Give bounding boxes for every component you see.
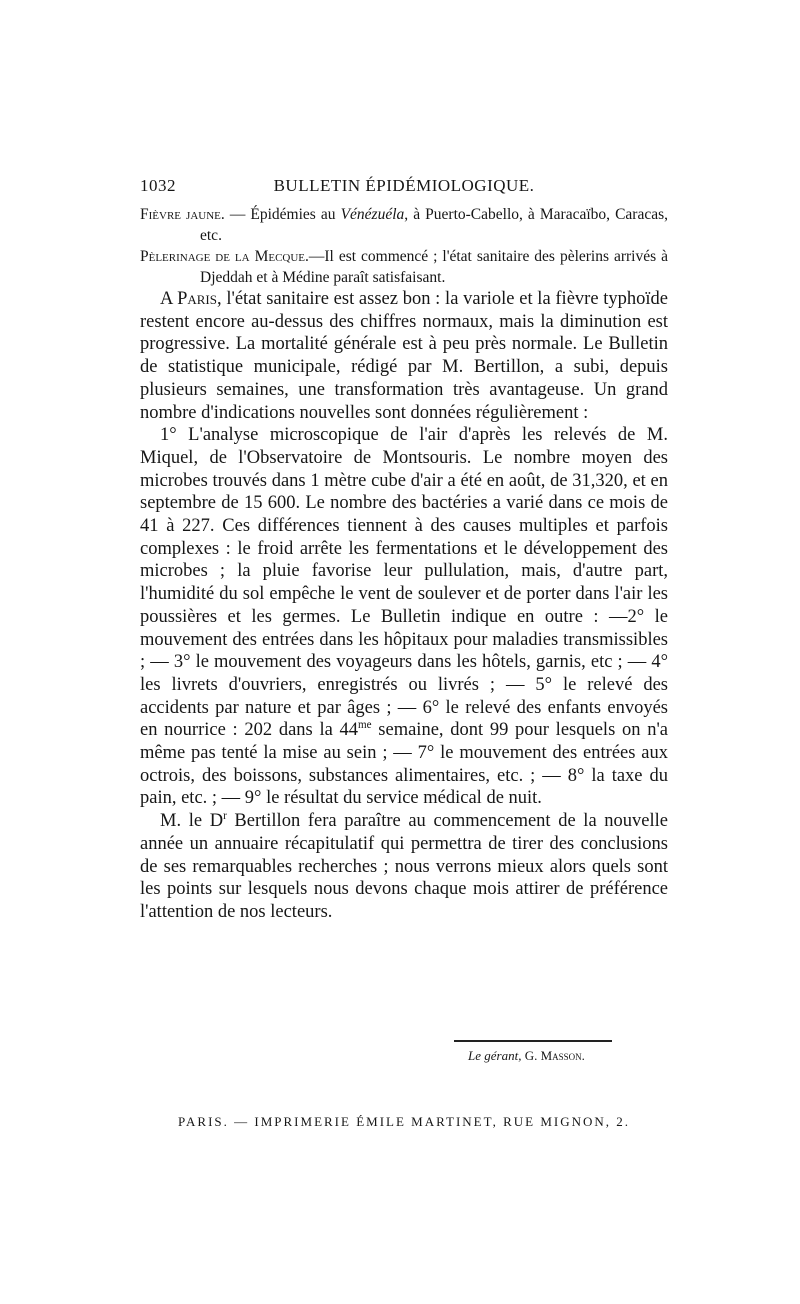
page-number: 1032 bbox=[140, 176, 176, 195]
superscript: me bbox=[358, 719, 372, 732]
note-mecca-pilgrimage bbox=[140, 246, 668, 288]
news-notes bbox=[140, 204, 668, 288]
signature-title: Le gérant, bbox=[468, 1048, 522, 1063]
note-label: Fièvre jaune. bbox=[140, 206, 225, 223]
printer-imprint: PARIS. — IMPRIMERIE ÉMILE MARTINET, RUE MIGNON, 2. bbox=[177, 1114, 631, 1129]
paragraph-text-rest: semaine, dont 99 pour lesquels on n'a même pas tenté la mise au sein ; — 7° le mouvement des entrées aux octrois, des boissons, substances alimentaires, etc. ; — 8° la taxe du pain, etc. ; — 9° le résultat du service médical de nuit. bbox=[140, 720, 668, 809]
running-title: BULLETIN ÉPIDÉMIOLOGIQUE. bbox=[273, 176, 535, 195]
body-text bbox=[140, 288, 668, 924]
paragraph-annuaire bbox=[140, 810, 668, 924]
note-text-rest: , à Puerto-Cabello, à Maracaïbo, Caracas, etc. bbox=[200, 206, 668, 244]
note-text: —Il est commencé ; l'état sanitaire des pèlerins arrivés à Djeddah et à Médine paraît satisfaisant. bbox=[200, 248, 668, 286]
signature-initial: G. bbox=[521, 1048, 541, 1063]
closing-rule bbox=[454, 1040, 612, 1042]
note-text: — Épidémies au bbox=[224, 206, 341, 223]
paragraph-place: Paris bbox=[177, 289, 217, 309]
note-label: Pèlerinage de la Mecque. bbox=[140, 248, 309, 265]
note-yellow-fever bbox=[140, 204, 668, 246]
running-head bbox=[140, 176, 668, 200]
paragraph-text-rest: Bertillon fera paraître au commencement de la nouvelle année un annuaire récapitulatif qui permettra de tirer des conclusions de ses remarquables recherches ; nous verrons mieux alors quels sont les points sur lesquels nous devons chaque mois attirer de préférence l'attention de nos lecteurs. bbox=[140, 811, 668, 922]
note-place: Vénézuéla bbox=[340, 206, 405, 223]
paragraph-lead: A bbox=[160, 289, 178, 309]
superscript: r bbox=[223, 810, 227, 823]
paragraph-text: 1° L'analyse microscopique de l'air d'après les relevés de M. Miquel, de l'Observatoire de Montsouris. Le nombre moyen des microbes trouvés dans 1 mètre cube d'air a été en août, de 31,320, et en septembre de 15 600. Le nombre des bactéries a varié dans ce mois de 41 à 227. Ces différences tiennent à des causes multiples et parfois complexes : le froid arrête les fermentations et le développement des microbes ; la pluie favorise leur pullulation, mais, d'autre part, l'humidité du sol empêche le vent de soulever et de porter dans l'air les poussières et les germes. Le Bulletin indique en outre : —2° le mouvement des entrées dans les hôpitaux pour maladies transmissibles ; — 3° le mouvement des voyageurs dans les hôtels, garnis, etc ; — 4° les livrets d'ouvriers, enregistrés ou livrés ; — 5° le relevé des accidents par nature et par âges ; — 6° le relevé des enfants envoyés en nourrice : 202 dans la 44 bbox=[140, 425, 668, 741]
paragraph-text: , l'état sanitaire est assez bon : la variole et la fièvre typhoïde restent encore au-dessus des chiffres normaux, mais la diminution est progressive. La mortalité générale est à peu près normale. Le Bulletin de statistique municipale, rédigé par M. Bertillon, a subi, depuis plusieurs semaines, une transformation très avantageuse. Un grand nombre d'indications nouvelles sont données régulièrement : bbox=[140, 289, 668, 423]
signature-name: Masson. bbox=[540, 1048, 585, 1063]
signature bbox=[468, 1048, 618, 1064]
paragraph-paris bbox=[140, 288, 668, 424]
paragraph-list bbox=[140, 424, 668, 810]
paragraph-text: M. le D bbox=[160, 811, 224, 832]
